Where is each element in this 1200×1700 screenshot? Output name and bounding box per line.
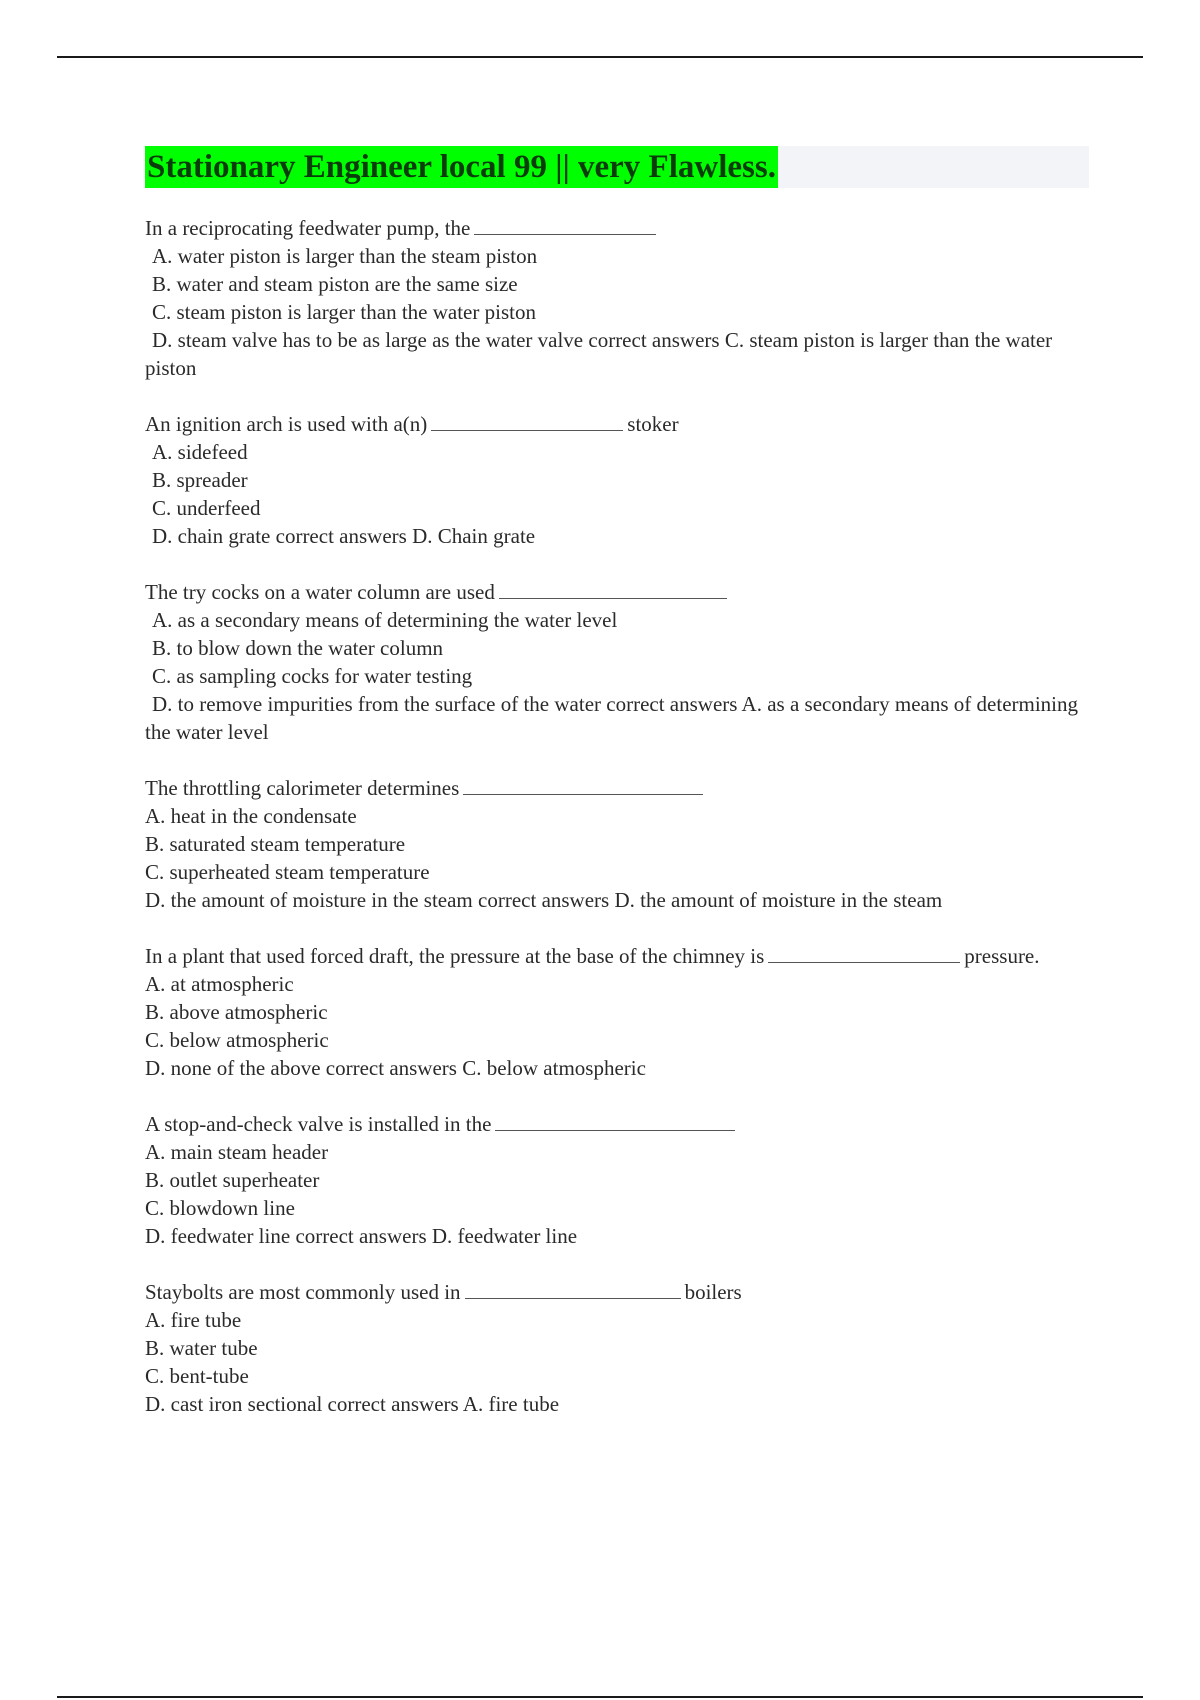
question-stem: [145, 578, 1090, 606]
option-a: A. water piston is larger than the steam piston: [152, 244, 538, 268]
stem-text: In a plant that used forced draft, the pressure at the base of the chimney is: [145, 944, 765, 968]
option-b: B. saturated steam temperature: [145, 832, 406, 856]
option-d: [145, 1390, 1090, 1418]
option-b: B. water tube: [145, 1336, 258, 1360]
option-d: [145, 886, 1090, 914]
correct-answer: A. as a secondary means of determining the water level: [145, 692, 1079, 744]
question-7: [145, 1278, 1090, 1418]
option-c: C. below atmospheric: [145, 1028, 329, 1052]
option-d: [145, 1054, 1090, 1082]
question-3: [145, 578, 1090, 746]
option-c: C. underfeed: [152, 496, 261, 520]
question-stem: [145, 214, 1090, 242]
option-d-text: D. to remove impurities from the surface of the water: [152, 692, 602, 716]
correct-answer: D. Chain grate: [412, 524, 536, 548]
question-1: [145, 214, 1090, 382]
option-b: B. to blow down the water column: [152, 636, 444, 660]
option-d-text: D. cast iron sectional: [145, 1392, 323, 1416]
option-d: [145, 1222, 1090, 1250]
option-d-text: D. steam valve has to be as large as the water valve: [152, 328, 584, 352]
option-b: B. above atmospheric: [145, 1000, 328, 1024]
correct-answer: D. the amount of moisture in the steam: [614, 888, 943, 912]
answer-blank: [431, 410, 623, 431]
bottom-rule: [57, 1696, 1143, 1698]
stem-text: Staybolts are most commonly used in: [145, 1280, 461, 1304]
option-d-text: D. chain grate: [152, 524, 271, 548]
stem-text: In a reciprocating feedwater pump, the: [145, 216, 471, 240]
question-stem: [145, 774, 1090, 802]
top-rule: [57, 56, 1143, 58]
option-d-text: D. the amount of moisture in the steam: [145, 888, 473, 912]
stem-text-after: pressure.: [964, 944, 1040, 968]
option-b: B. spreader: [152, 468, 248, 492]
question-stem: [145, 410, 1090, 438]
answer-label: correct answers: [606, 692, 738, 716]
question-2: [145, 410, 1090, 550]
stem-text-after: boilers: [684, 1280, 742, 1304]
question-stem: [145, 1110, 1090, 1138]
answer-label: correct answers: [327, 1392, 459, 1416]
correct-answer: C. steam piston is larger than the water piston: [145, 328, 1053, 380]
answer-label: correct answers: [478, 888, 610, 912]
option-d: [145, 690, 1090, 746]
option-c: C. superheated steam temperature: [145, 860, 430, 884]
correct-answer: A. fire tube: [462, 1392, 560, 1416]
stem-text: The try cocks on a water column are used: [145, 580, 495, 604]
question-5: [145, 942, 1090, 1082]
option-c: C. bent-tube: [145, 1364, 249, 1388]
answer-blank: [474, 214, 656, 235]
question-stem: [145, 942, 1090, 970]
answer-blank: [768, 942, 960, 963]
correct-answer: D. feedwater line: [431, 1224, 578, 1248]
question-6: [145, 1110, 1090, 1250]
stem-text: An ignition arch is used with a(n): [145, 412, 428, 436]
page-title: Stationary Engineer local 99 || very Flawless.: [145, 146, 778, 188]
option-a: A. as a secondary means of determining the water level: [152, 608, 618, 632]
question-stem: [145, 1278, 1090, 1306]
question-list: [145, 214, 1090, 1446]
option-d: [145, 522, 1090, 550]
option-d-text: D. feedwater line: [145, 1224, 291, 1248]
option-c: C. blowdown line: [145, 1196, 295, 1220]
option-d-text: D. none of the above: [145, 1056, 321, 1080]
title-bar: [145, 146, 1089, 188]
stem-text: The throttling calorimeter determines: [145, 776, 460, 800]
answer-blank: [465, 1278, 681, 1299]
option-a: A. heat in the condensate: [145, 804, 357, 828]
option-b: B. water and steam piston are the same size: [152, 272, 518, 296]
answer-blank: [499, 578, 727, 599]
answer-blank: [463, 774, 703, 795]
option-b: B. outlet superheater: [145, 1168, 320, 1192]
option-c: C. as sampling cocks for water testing: [152, 664, 473, 688]
answer-label: correct answers: [325, 1056, 457, 1080]
option-d: [145, 326, 1090, 382]
stem-text: A stop-and-check valve is installed in the: [145, 1112, 492, 1136]
option-a: A. sidefeed: [152, 440, 248, 464]
option-a: A. at atmospheric: [145, 972, 294, 996]
answer-label: correct answers: [295, 1224, 427, 1248]
correct-answer: C. below atmospheric: [462, 1056, 646, 1080]
option-c: C. steam piston is larger than the water piston: [152, 300, 536, 324]
option-a: A. fire tube: [145, 1308, 242, 1332]
answer-blank: [495, 1110, 735, 1131]
option-a: A. main steam header: [145, 1140, 329, 1164]
answer-label: correct answers: [588, 328, 720, 352]
stem-text-after: stoker: [627, 412, 679, 436]
answer-label: correct answers: [275, 524, 407, 548]
question-4: [145, 774, 1090, 914]
